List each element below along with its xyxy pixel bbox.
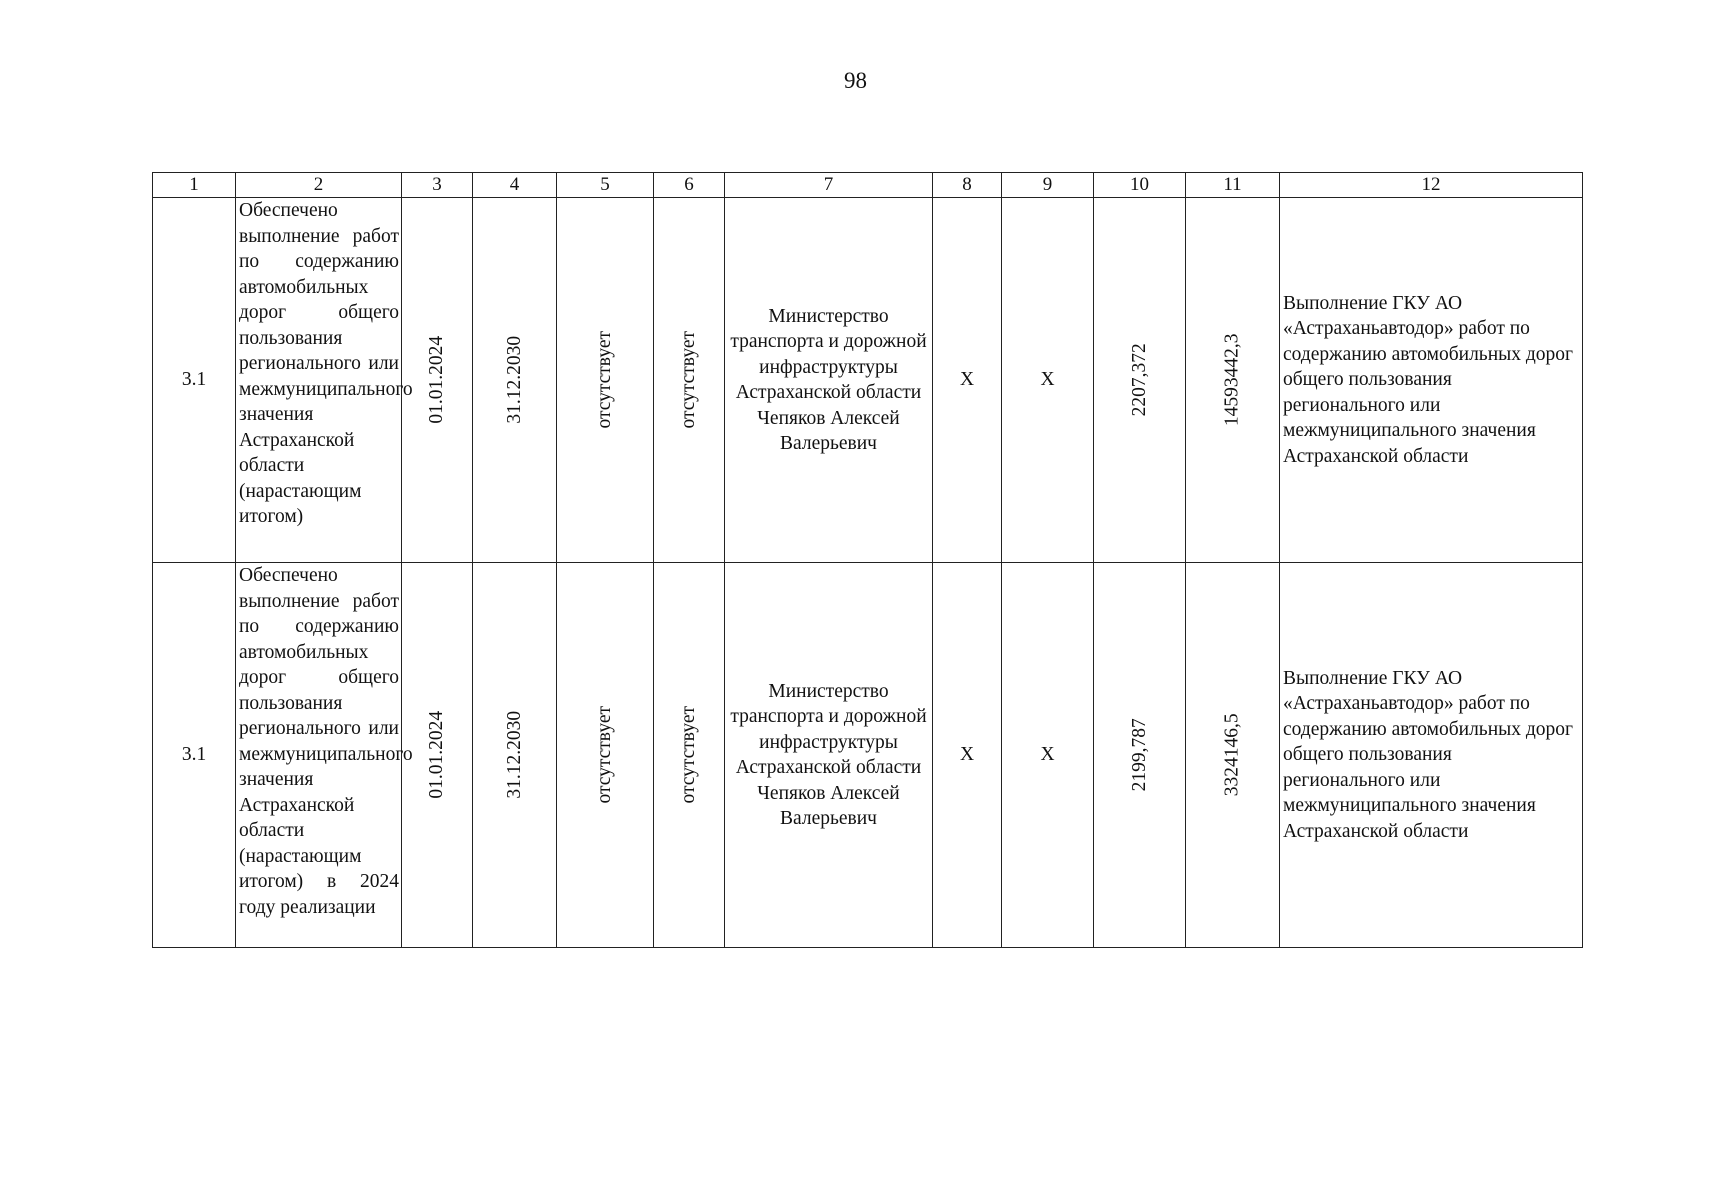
col11-value: 3324146,5: [1221, 713, 1243, 797]
end-date-cell: [473, 198, 557, 563]
col6-value: отсутствует: [678, 331, 700, 429]
header-cell: 7: [725, 173, 933, 198]
header-cell: 11: [1186, 173, 1280, 198]
col6-value: отсутствует: [678, 706, 700, 804]
header-cell: 6: [654, 173, 725, 198]
result-description: Выполнение ГКУ АО «Астраханьавтодор» работ по содержанию автомобильных дорог общего пользования регионального или межмуниципального значения Астраханской области: [1280, 563, 1583, 948]
header-cell: 2: [236, 173, 402, 198]
end-date: 31.12.2030: [503, 711, 525, 799]
header-cell: 4: [473, 173, 557, 198]
header-cell: 8: [933, 173, 1002, 198]
col5-value: отсутствует: [594, 706, 616, 804]
col9-value: Х: [1002, 198, 1094, 563]
col10-cell: [1094, 563, 1186, 948]
start-date: 01.01.2024: [426, 711, 448, 799]
row-number: 3.1: [153, 563, 236, 948]
end-date: 31.12.2030: [503, 336, 525, 424]
header-cell: 10: [1094, 173, 1186, 198]
header-cell: 9: [1002, 173, 1094, 198]
col9-value: Х: [1002, 563, 1094, 948]
end-date-cell: [473, 563, 557, 948]
table-row: [153, 563, 1583, 948]
result-description: Выполнение ГКУ АО «Астраханьавтодор» работ по содержанию автомобильных дорог общего пользования регионального или межмуниципального значения Астраханской области: [1280, 198, 1583, 563]
page-number: 98: [844, 68, 867, 93]
task-name: Обеспечено выполнение работ по содержанию автомобильных дорог общего пользования регионального или межмуниципального значения Астраханской области (нарастающим итогом): [236, 198, 402, 563]
header-cell: 3: [402, 173, 473, 198]
col10-value: 2199,787: [1128, 718, 1150, 792]
col8-value: Х: [933, 563, 1002, 948]
header-row: [153, 173, 1583, 198]
col6-cell: [654, 563, 725, 948]
responsible: Министерство транспорта и дорожной инфраструктуры Астраханской области Чепяков Алексей Валерьевич: [725, 198, 933, 563]
col11-value: 14593442,3: [1221, 333, 1243, 427]
col8-value: Х: [933, 198, 1002, 563]
header-cell: 12: [1280, 173, 1583, 198]
col11-cell: [1186, 563, 1280, 948]
plan-table: [152, 172, 1583, 948]
row-number: 3.1: [153, 198, 236, 563]
header-cell: 1: [153, 173, 236, 198]
col5-value: отсутствует: [594, 331, 616, 429]
col5-cell: [557, 198, 654, 563]
task-name: Обеспечено выполнение работ по содержанию автомобильных дорог общего пользования регионального или межмуниципального значения Астраханской области (нарастающим итогом) в 2024 году реализации: [236, 563, 402, 948]
col10-value: 2207,372: [1128, 343, 1150, 417]
header-cell: 5: [557, 173, 654, 198]
responsible: Министерство транспорта и дорожной инфраструктуры Астраханской области Чепяков Алексей Валерьевич: [725, 563, 933, 948]
col5-cell: [557, 563, 654, 948]
start-date: 01.01.2024: [426, 336, 448, 424]
col10-cell: [1094, 198, 1186, 563]
table-row: [153, 198, 1583, 563]
col6-cell: [654, 198, 725, 563]
col11-cell: [1186, 198, 1280, 563]
